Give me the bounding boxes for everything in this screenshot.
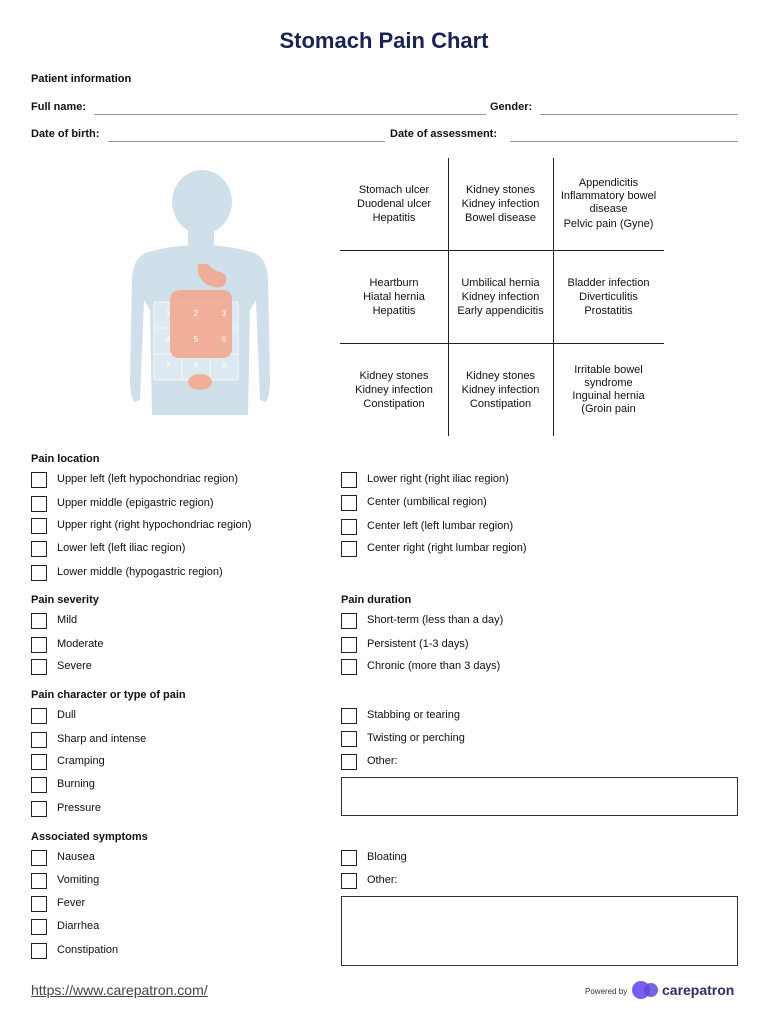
grid-cell-3: Appendicitis Inflammatory bowel disease Pelvic pain (Gyne) (560, 177, 657, 230)
svg-text:9: 9 (221, 361, 227, 370)
checkbox[interactable] (341, 472, 357, 488)
checkbox[interactable] (31, 541, 47, 557)
option-label: Burning (57, 778, 95, 790)
option-label: Severe (57, 660, 92, 672)
option-label: Sharp and intense (57, 733, 147, 745)
svg-text:1: 1 (165, 309, 171, 318)
checkbox[interactable] (31, 754, 47, 770)
option-label: Persistent (1-3 days) (367, 638, 469, 650)
checkbox[interactable] (341, 541, 357, 557)
checkbox[interactable] (31, 850, 47, 866)
checkbox[interactable] (341, 519, 357, 535)
option-label: Center right (right lumbar region) (367, 542, 527, 554)
svg-text:4: 4 (165, 335, 171, 344)
option-label: Bloating (367, 851, 407, 863)
checkbox[interactable] (341, 754, 357, 770)
option-label: Constipation (57, 944, 119, 956)
regions-grid (340, 158, 664, 436)
option-label: Upper right (right hypochondriac region) (57, 519, 252, 531)
checkbox[interactable] (31, 708, 47, 724)
gender-field[interactable] (540, 114, 738, 115)
symptoms-heading: Associated symptoms (31, 831, 148, 843)
checkbox[interactable] (341, 613, 357, 629)
checkbox[interactable] (31, 496, 47, 512)
option-label: Other: (367, 755, 398, 767)
pain-duration-heading: Pain duration (341, 594, 412, 606)
checkbox[interactable] (31, 637, 47, 653)
grid-cell-5: Umbilical hernia Kidney infection Early appendicitis (457, 276, 544, 317)
page-title: Stomach Pain Chart (279, 28, 489, 53)
option-label: Vomiting (57, 874, 100, 886)
checkbox[interactable] (31, 518, 47, 534)
pain-character-heading: Pain character or type of pain (31, 689, 186, 701)
svg-text:6: 6 (221, 335, 227, 344)
checkbox[interactable] (341, 637, 357, 653)
pain-severity-heading: Pain severity (31, 594, 99, 606)
option-label: Short-term (less than a day) (367, 614, 504, 626)
dob-label: Date of birth: (31, 128, 100, 140)
option-label: Stabbing or tearing (367, 709, 460, 721)
pain-character-other-textbox[interactable] (341, 777, 738, 816)
assessment-date-label: Date of assessment: (390, 128, 497, 140)
brand-name: carepatron (662, 982, 735, 998)
option-label: Mild (57, 614, 78, 626)
grid-cell-6: Bladder infection Diverticulitis Prostatitis (567, 276, 650, 317)
option-label: Cramping (57, 755, 105, 767)
checkbox[interactable] (341, 659, 357, 675)
option-label: Fever (57, 897, 86, 909)
pain-location-heading: Pain location (31, 453, 100, 465)
checkbox[interactable] (31, 659, 47, 675)
svg-text:2: 2 (193, 309, 199, 318)
powered-by-label: Powered by (585, 987, 628, 996)
checkbox[interactable] (341, 495, 357, 511)
patient-info-heading: Patient information (31, 73, 132, 85)
grid-cell-2: Kidney stones Kidney infection Bowel disease (461, 184, 540, 224)
grid-cell-8: Kidney stones Kidney infection Constipation (461, 369, 540, 410)
full-name-label: Full name: (31, 101, 87, 113)
option-label: Chronic (more than 3 days) (367, 660, 501, 672)
checkbox[interactable] (31, 801, 47, 817)
dob-field[interactable] (108, 141, 385, 142)
option-label: Center (umbilical region) (367, 496, 487, 508)
option-label: Diarrhea (57, 920, 100, 932)
checkbox[interactable] (31, 777, 47, 793)
option-label: Lower right (right iliac region) (367, 473, 509, 485)
checkbox[interactable] (31, 896, 47, 912)
checkbox[interactable] (31, 873, 47, 889)
option-label: Lower left (left iliac region) (57, 542, 186, 554)
checkbox[interactable] (31, 732, 47, 748)
gender-label: Gender: (490, 101, 533, 113)
checkbox[interactable] (341, 708, 357, 724)
svg-text:8: 8 (193, 361, 199, 370)
svg-text:5: 5 (193, 335, 199, 344)
svg-text:3: 3 (221, 309, 227, 318)
option-label: Moderate (57, 638, 104, 650)
checkbox[interactable] (31, 943, 47, 959)
option-label: Other: (367, 874, 398, 886)
symptoms-other-textbox[interactable] (341, 896, 738, 966)
assessment-date-field[interactable] (510, 141, 738, 142)
checkbox[interactable] (31, 613, 47, 629)
option-label: Center left (left lumbar region) (367, 520, 514, 532)
checkbox[interactable] (341, 731, 357, 747)
footer-link[interactable]: https://www.carepatron.com/ (31, 982, 208, 998)
option-label: Nausea (57, 851, 95, 863)
grid-cell-9: Irritable bowel syndrome Inguinal hernia (Groin pain (572, 363, 645, 415)
svg-text:7: 7 (165, 361, 171, 370)
checkbox[interactable] (341, 850, 357, 866)
option-label: Upper left (left hypochondriac region) (57, 473, 238, 485)
grid-cell-1: Stomach ulcer Duodenal ulcer Hepatitis (357, 184, 431, 224)
grid-cell-7: Kidney stones Kidney infection Constipation (355, 369, 433, 410)
full-name-field[interactable] (94, 114, 486, 115)
checkbox[interactable] (31, 565, 47, 581)
grid-cell-4: Heartburn Hiatal hernia Hepatitis (363, 276, 425, 317)
checkbox[interactable] (31, 919, 47, 935)
body-diagram (110, 160, 280, 430)
checkbox[interactable] (341, 873, 357, 889)
option-label: Pressure (57, 802, 102, 814)
option-label: Twisting or perching (367, 732, 465, 744)
carepatron-logo-icon (631, 980, 661, 1000)
option-label: Upper middle (epigastric region) (57, 497, 214, 509)
option-label: Dull (57, 709, 76, 721)
option-label: Lower middle (hypogastric region) (57, 566, 223, 578)
checkbox[interactable] (31, 472, 47, 488)
